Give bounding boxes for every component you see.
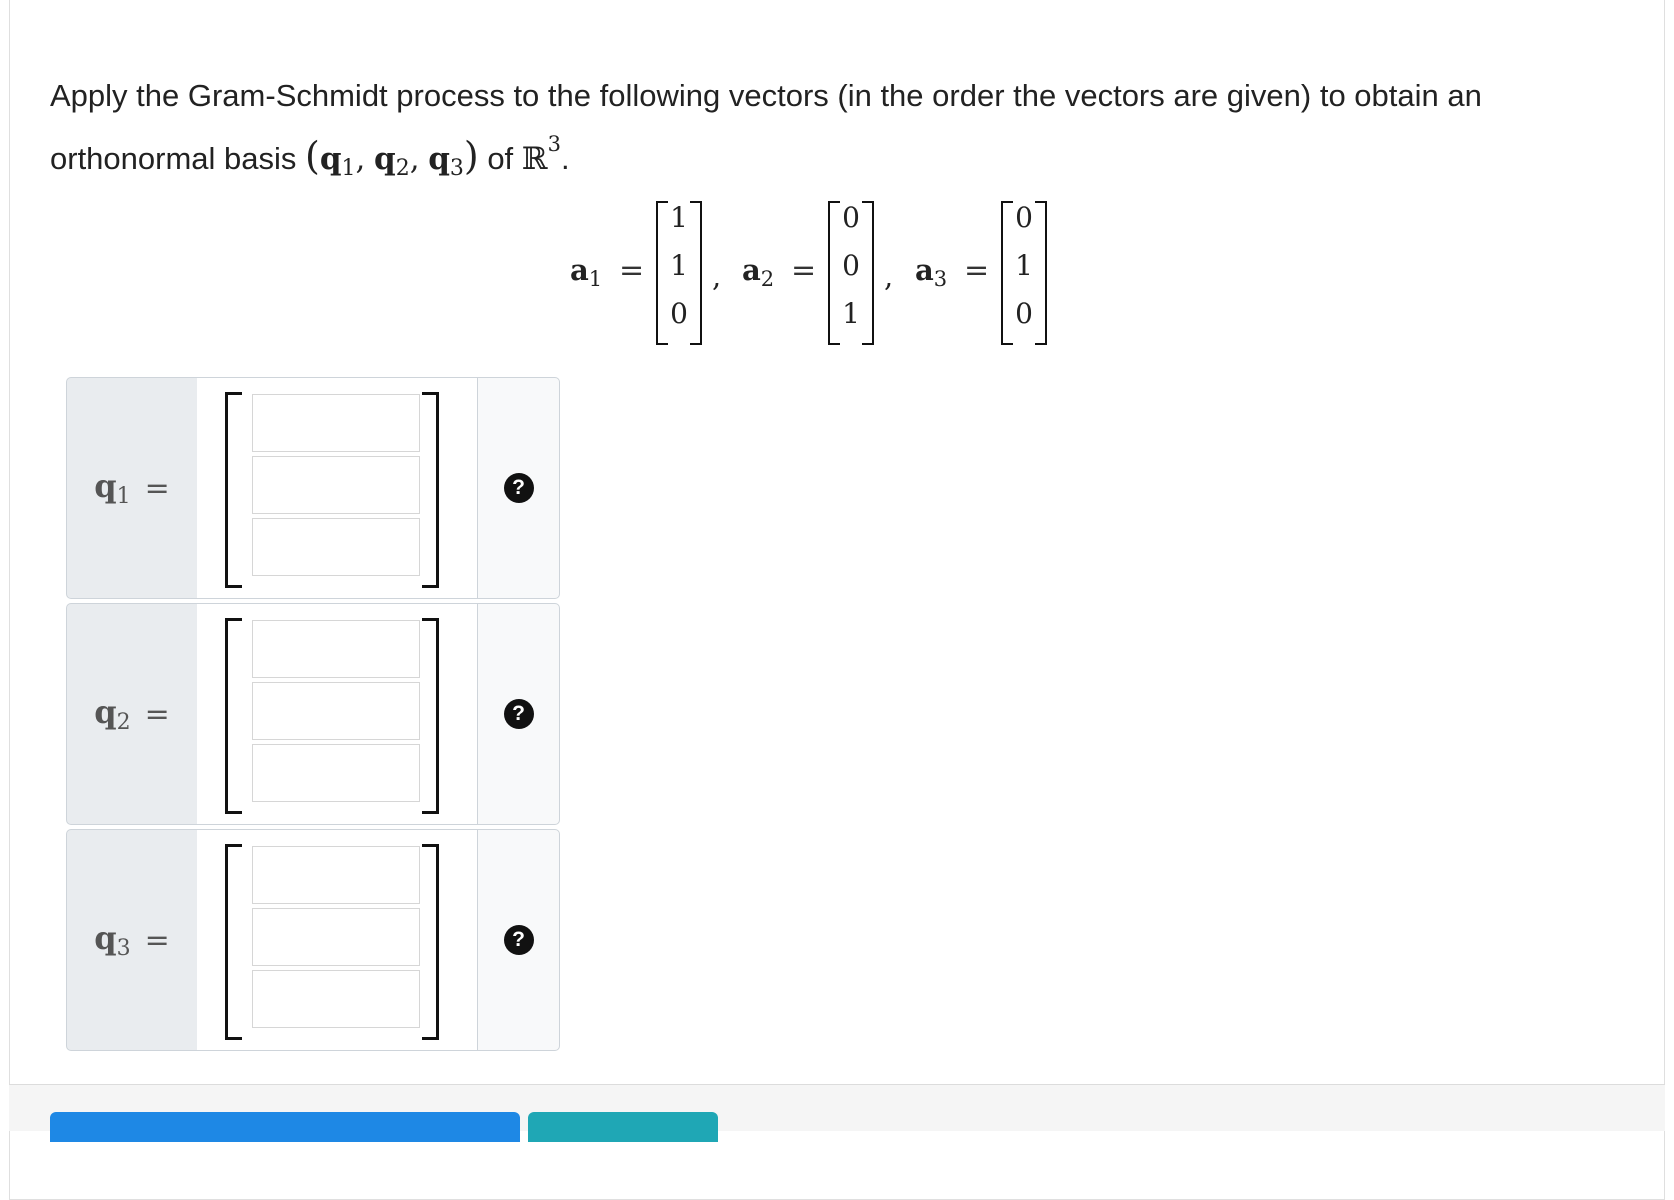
answer-label-q1: $q_1$ =: [66, 377, 198, 599]
basis-q3: $q_3$: [428, 141, 464, 181]
q2-entry-1[interactable]: [252, 620, 420, 678]
vector-a2-label: $a_2$: [742, 253, 775, 291]
prompt-text: Apply the Gram-Schmidt process to the following vectors (in the order the vectors are given) to obtain an orthonormal basis: [50, 78, 1482, 176]
real-space-symbol: ℝ: [521, 141, 548, 177]
open-paren: (: [305, 134, 320, 178]
save-and-grade-button[interactable]: [50, 1112, 520, 1142]
vector-a3: 0 1 0: [1001, 197, 1047, 347]
left-bracket: [225, 392, 242, 588]
question-circle-icon[interactable]: ?: [504, 699, 534, 729]
q2-entry-2[interactable]: [252, 682, 420, 740]
right-bracket: [422, 392, 439, 588]
help-q1: [477, 377, 560, 599]
vector-a1: 1 1 0: [656, 197, 702, 347]
space-dimension: 3: [547, 132, 561, 156]
q3-entry-3[interactable]: [252, 970, 420, 1028]
left-bracket: [225, 618, 242, 814]
q1-entry-2[interactable]: [252, 456, 420, 514]
q2-entry-3[interactable]: [252, 744, 420, 802]
close-paren: ): [463, 134, 479, 178]
answer-row-q3: [66, 829, 560, 1051]
basis-q2: $q_2$: [374, 141, 410, 181]
matrix-input-q1: [197, 377, 477, 599]
new-variant-button[interactable]: [528, 1112, 718, 1142]
answer-row-q2: [66, 603, 560, 825]
answer-group: [66, 377, 560, 1055]
help-q3: [477, 829, 560, 1051]
q1-entry-3[interactable]: [252, 518, 420, 576]
question-circle-icon[interactable]: ?: [504, 925, 534, 955]
answer-row-q1: [66, 377, 560, 599]
right-bracket: [422, 618, 439, 814]
answer-label-q2: $q_2$ =: [66, 603, 198, 825]
q3-entry-2[interactable]: [252, 908, 420, 966]
vector-a1-label: $a_1$: [570, 253, 603, 291]
q1-entry-1[interactable]: [252, 394, 420, 452]
matrix-input-q3: [197, 829, 477, 1051]
question-circle-icon[interactable]: ?: [504, 473, 534, 503]
right-bracket: [422, 844, 439, 1040]
help-q2: [477, 603, 560, 825]
left-bracket: [225, 844, 242, 1040]
matrix-input-q2: [197, 603, 477, 825]
vector-a2: 0 0 1: [828, 197, 874, 347]
q3-entry-1[interactable]: [252, 846, 420, 904]
vector-a3-label: $a_3$: [915, 253, 948, 291]
question-prompt: Apply the Gram-Schmidt process to the following vectors (in the order the vectors are given) to obtain an orthonormal basis ($q_1$, $q_2$, $q_3$) of ℝ$^3$.: [50, 78, 1482, 181]
basis-q1: $q_1$: [319, 141, 356, 181]
answer-label-q3: $q_3$ =: [66, 829, 198, 1051]
